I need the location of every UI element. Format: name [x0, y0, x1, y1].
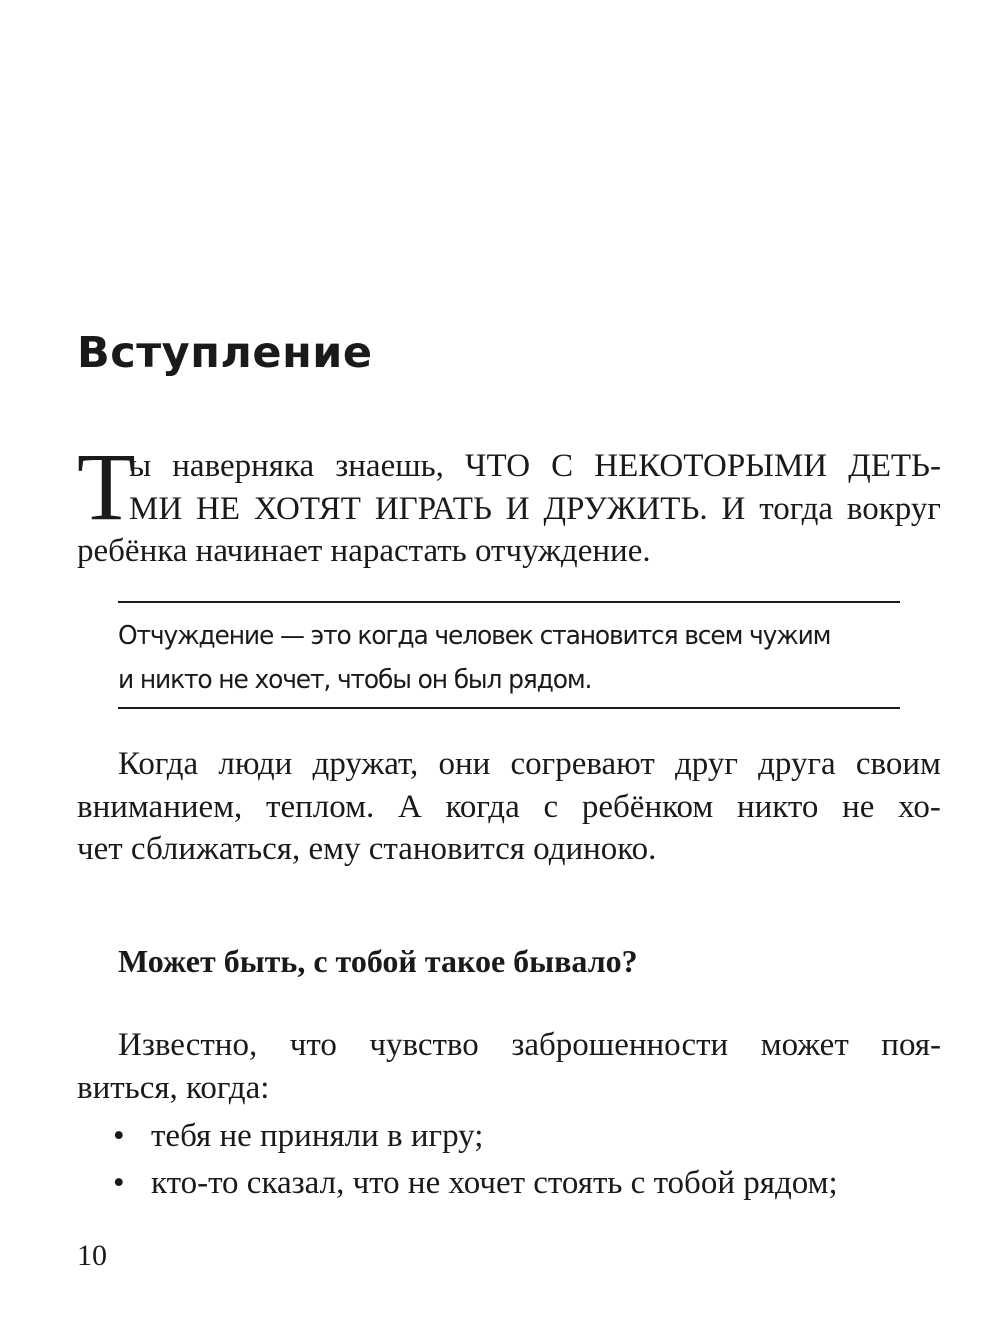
- word: ребёнком: [581, 788, 714, 825]
- word: дружат,: [312, 746, 419, 782]
- word: вниманием,: [77, 788, 243, 825]
- drop-cap-letter: Т: [77, 433, 136, 540]
- definition-top-rule: [118, 601, 900, 603]
- page-number: 10: [77, 1239, 107, 1272]
- word: МИ: [129, 490, 183, 527]
- word: никто: [736, 788, 819, 825]
- definition-bottom-rule: [118, 707, 900, 709]
- word: своим: [855, 746, 941, 782]
- word: с: [543, 788, 559, 825]
- list-item-text: кто-то сказал, что не хочет стоять с тобой рядом;: [151, 1165, 838, 1201]
- list-item: [113, 1115, 838, 1162]
- paragraph-3-line-1: [118, 1024, 941, 1067]
- word: И: [721, 490, 746, 527]
- word: А: [397, 788, 422, 825]
- word: И: [505, 490, 530, 527]
- intro-line-1: [129, 445, 941, 488]
- paragraph-3-line-2: виться, когда:: [77, 1069, 270, 1106]
- word: что: [289, 1027, 337, 1063]
- word: Известно,: [118, 1027, 258, 1063]
- word: ДРУЖИТЬ.: [543, 490, 708, 527]
- intro-line-2: [129, 488, 941, 531]
- paragraph-2-line-1: [118, 743, 941, 786]
- word: тогда: [759, 490, 834, 527]
- definition-line-2: и никто не хочет, чтобы он был рядом.: [118, 665, 592, 695]
- word: хо-: [898, 788, 941, 825]
- word: ДЕТЬ-: [848, 448, 941, 484]
- word: чувство: [369, 1027, 479, 1063]
- paragraph-3: [77, 1024, 941, 1109]
- bullet-list: [113, 1115, 838, 1209]
- word: теплом.: [266, 788, 375, 825]
- list-item-text: тебя не приняли в игру;: [151, 1118, 484, 1154]
- word: наверняка: [172, 448, 315, 484]
- word: С: [551, 448, 574, 484]
- bullet-marker: •: [113, 1165, 125, 1201]
- word: ИГРАТЬ: [374, 490, 492, 527]
- word: ХОТЯТ: [253, 490, 361, 527]
- definition-box: [118, 614, 876, 702]
- paragraph-2-line-2: [77, 786, 941, 829]
- word: согревают: [510, 746, 655, 782]
- intro-paragraph: [77, 433, 941, 573]
- word: НЕ: [196, 490, 241, 527]
- chapter-title: Вступление: [77, 328, 373, 378]
- word: не: [842, 788, 875, 825]
- intro-line-3: ребёнка начинает нарастать отчуждение.: [77, 533, 651, 569]
- bullet-marker: •: [113, 1118, 125, 1154]
- word: друга: [758, 746, 836, 782]
- word: друг: [675, 746, 738, 782]
- list-item: [113, 1162, 838, 1209]
- definition-line-1: Отчуждение — это когда человек становится всем чужим: [118, 621, 831, 651]
- section-subheading: Может быть, с тобой такое бывало?: [118, 943, 638, 979]
- word: ы: [129, 448, 152, 484]
- word: заброшенности: [511, 1027, 729, 1063]
- word: вокруг: [846, 490, 941, 527]
- word: люди: [218, 746, 293, 782]
- word: они: [438, 746, 491, 782]
- word: НЕКОТОРЫМИ: [594, 448, 828, 484]
- word: поя-: [881, 1027, 941, 1063]
- paragraph-2-line-3: чет сближаться, ему становится одиноко.: [77, 831, 657, 867]
- word: знаешь,: [335, 448, 444, 484]
- word: когда: [445, 788, 520, 825]
- paragraph-2: [77, 743, 941, 871]
- word: Когда: [118, 746, 199, 782]
- word: ЧТО: [465, 448, 531, 484]
- word: может: [760, 1027, 849, 1063]
